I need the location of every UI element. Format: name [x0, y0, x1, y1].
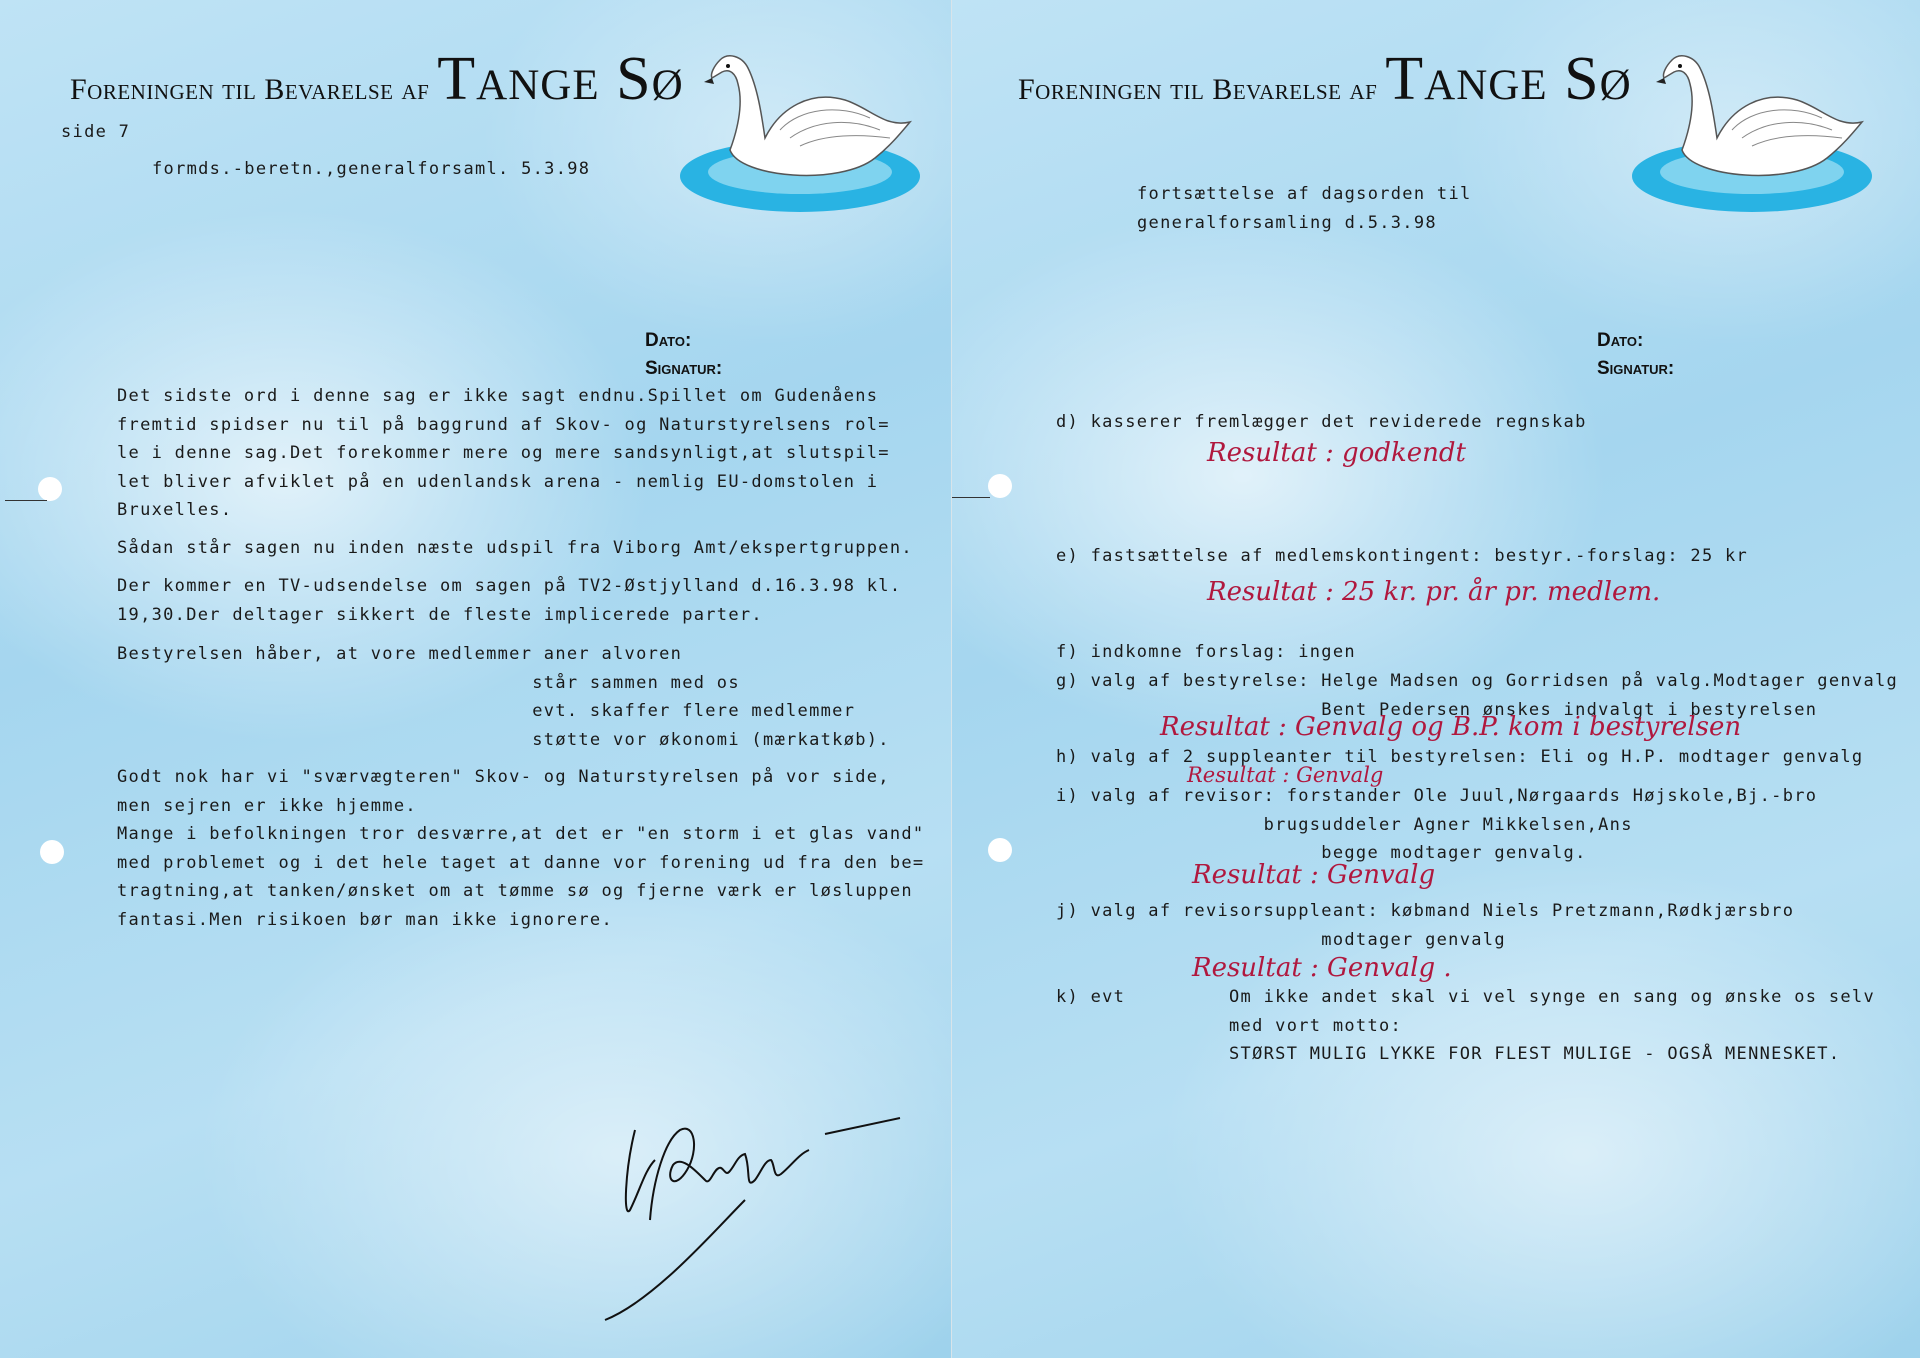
- fold-mark: [952, 497, 990, 498]
- punch-hole: [988, 474, 1012, 498]
- handwritten-result-h: Resultat : Genvalg: [1187, 763, 1384, 787]
- page-number: side 7: [61, 122, 131, 142]
- agenda-item-e: e) fastsættelse af medlemskontingent: bestyr.-forslag: 25 kr: [1056, 546, 1749, 566]
- agenda-item-g: g) valg af bestyrelse: Helge Madsen og Gorridsen på valg.Modtager genvalg Bent Pedersen ønskes indvalgt i bestyrelsen: [1056, 671, 1899, 720]
- letterhead-name: Foreningen til Bevarelse af: [1018, 73, 1386, 106]
- paragraph: Godt nok har vi "sværvægteren" Skov- og Naturstyrelsen på vor side, men sejren er ikke hjemme. Mange i befolkningen tror desværre,at det er "en storm i et glas vand" med problemet og i det hele taget at danne vor forening ud fra den be= tragtning,at tanken/ønsket om at tømme sø og fjerne værk er løsluppen fantasi.Men risikoen bør man ikke ignorere.: [117, 767, 925, 930]
- punch-hole: [40, 840, 64, 864]
- agenda-item-f: f) indkomne forslag: ingen: [1056, 642, 1356, 662]
- right-page: [952, 0, 1920, 1358]
- handwritten-result-j: Resultat : Genvalg .: [1192, 953, 1452, 983]
- paragraph: Det sidste ord i denne sag er ikke sagt endnu.Spillet om Gudenåens fremtid spidser nu til på baggrund af Skov- og Naturstyrelsens rol= le i denne sag.Det forekommer mere og mere sandsynligt,at slutspil= let bliver afviklet på en udenlandsk arena - nemlig EU-domstolen i Bruxelles.: [117, 386, 890, 520]
- paragraph: Der kommer en TV-udsendelse om sagen på TV2-Østjylland d.16.3.98 kl. 19,30.Der deltager sikkert de fleste implicerede parter.: [117, 576, 902, 625]
- letterhead-name: Foreningen til Bevarelse af: [70, 73, 438, 106]
- swan-logo-icon: [1622, 38, 1882, 228]
- letterhead-lake: Tange Sø: [437, 45, 684, 113]
- agenda-item-i: i) valg af revisor: forstander Ole Juul,Nørgaards Højskole,Bj.-bro brugsuddeler Agner Mikkelsen,Ans begge modtager genvalg.: [1056, 786, 1818, 863]
- letterhead-lake: Tange Sø: [1385, 45, 1632, 113]
- dato-label: Dato:: [1597, 330, 1644, 351]
- document-subject: formds.-beretn.,generalforsaml. 5.3.98: [152, 159, 591, 179]
- handwritten-result-g: Resultat : Genvalg og B.P. kom i bestyrelsen: [1160, 712, 1742, 742]
- handwritten-result-e: Resultat : 25 kr. pr. år pr. medlem.: [1207, 577, 1661, 607]
- handwritten-result-d: Resultat : godkendt: [1207, 438, 1466, 468]
- agenda-item-k: k) evt Om ikke andet skal vi vel synge en sang og ønske os selv med vort motto: STØRST MULIG LYKKE FOR FLEST MULIGE - OGSÅ MENNESKET.: [1056, 987, 1875, 1064]
- dato-label: Dato:: [645, 330, 692, 351]
- document-subject: fortsættelse af dagsorden til generalforsamling d.5.3.98: [1137, 184, 1472, 233]
- paragraph: Sådan står sagen nu inden næste udspil fra Viborg Amt/ekspertgruppen.: [117, 538, 913, 558]
- letterhead: [70, 44, 684, 115]
- agenda-item-h: h) valg af 2 suppleanter til bestyrelsen: Eli og H.P. modtager genvalg: [1056, 747, 1864, 767]
- swan-logo-icon: [670, 38, 930, 228]
- agenda-item-d: d) kasserer fremlægger det reviderede regnskab: [1056, 412, 1587, 432]
- handwritten-result-i: Resultat : Genvalg: [1192, 860, 1436, 890]
- left-page: [0, 0, 952, 1358]
- signatur-label: Signatur:: [1597, 358, 1675, 379]
- handwritten-signature: [595, 1110, 915, 1330]
- paragraph: Bestyrelsen håber, at vore medlemmer aner alvoren står sammen med os evt. skaffer flere medlemmer støtte vor økonomi (mærkatkøb).: [117, 644, 890, 750]
- agenda-item-j: j) valg af revisorsuppleant: købmand Niels Pretzmann,Rødkjærsbro modtager genvalg: [1056, 901, 1795, 950]
- fold-mark: [5, 500, 47, 501]
- signatur-label: Signatur:: [645, 358, 723, 379]
- punch-hole: [988, 838, 1012, 862]
- punch-hole: [38, 477, 62, 501]
- letterhead: [1018, 44, 1632, 115]
